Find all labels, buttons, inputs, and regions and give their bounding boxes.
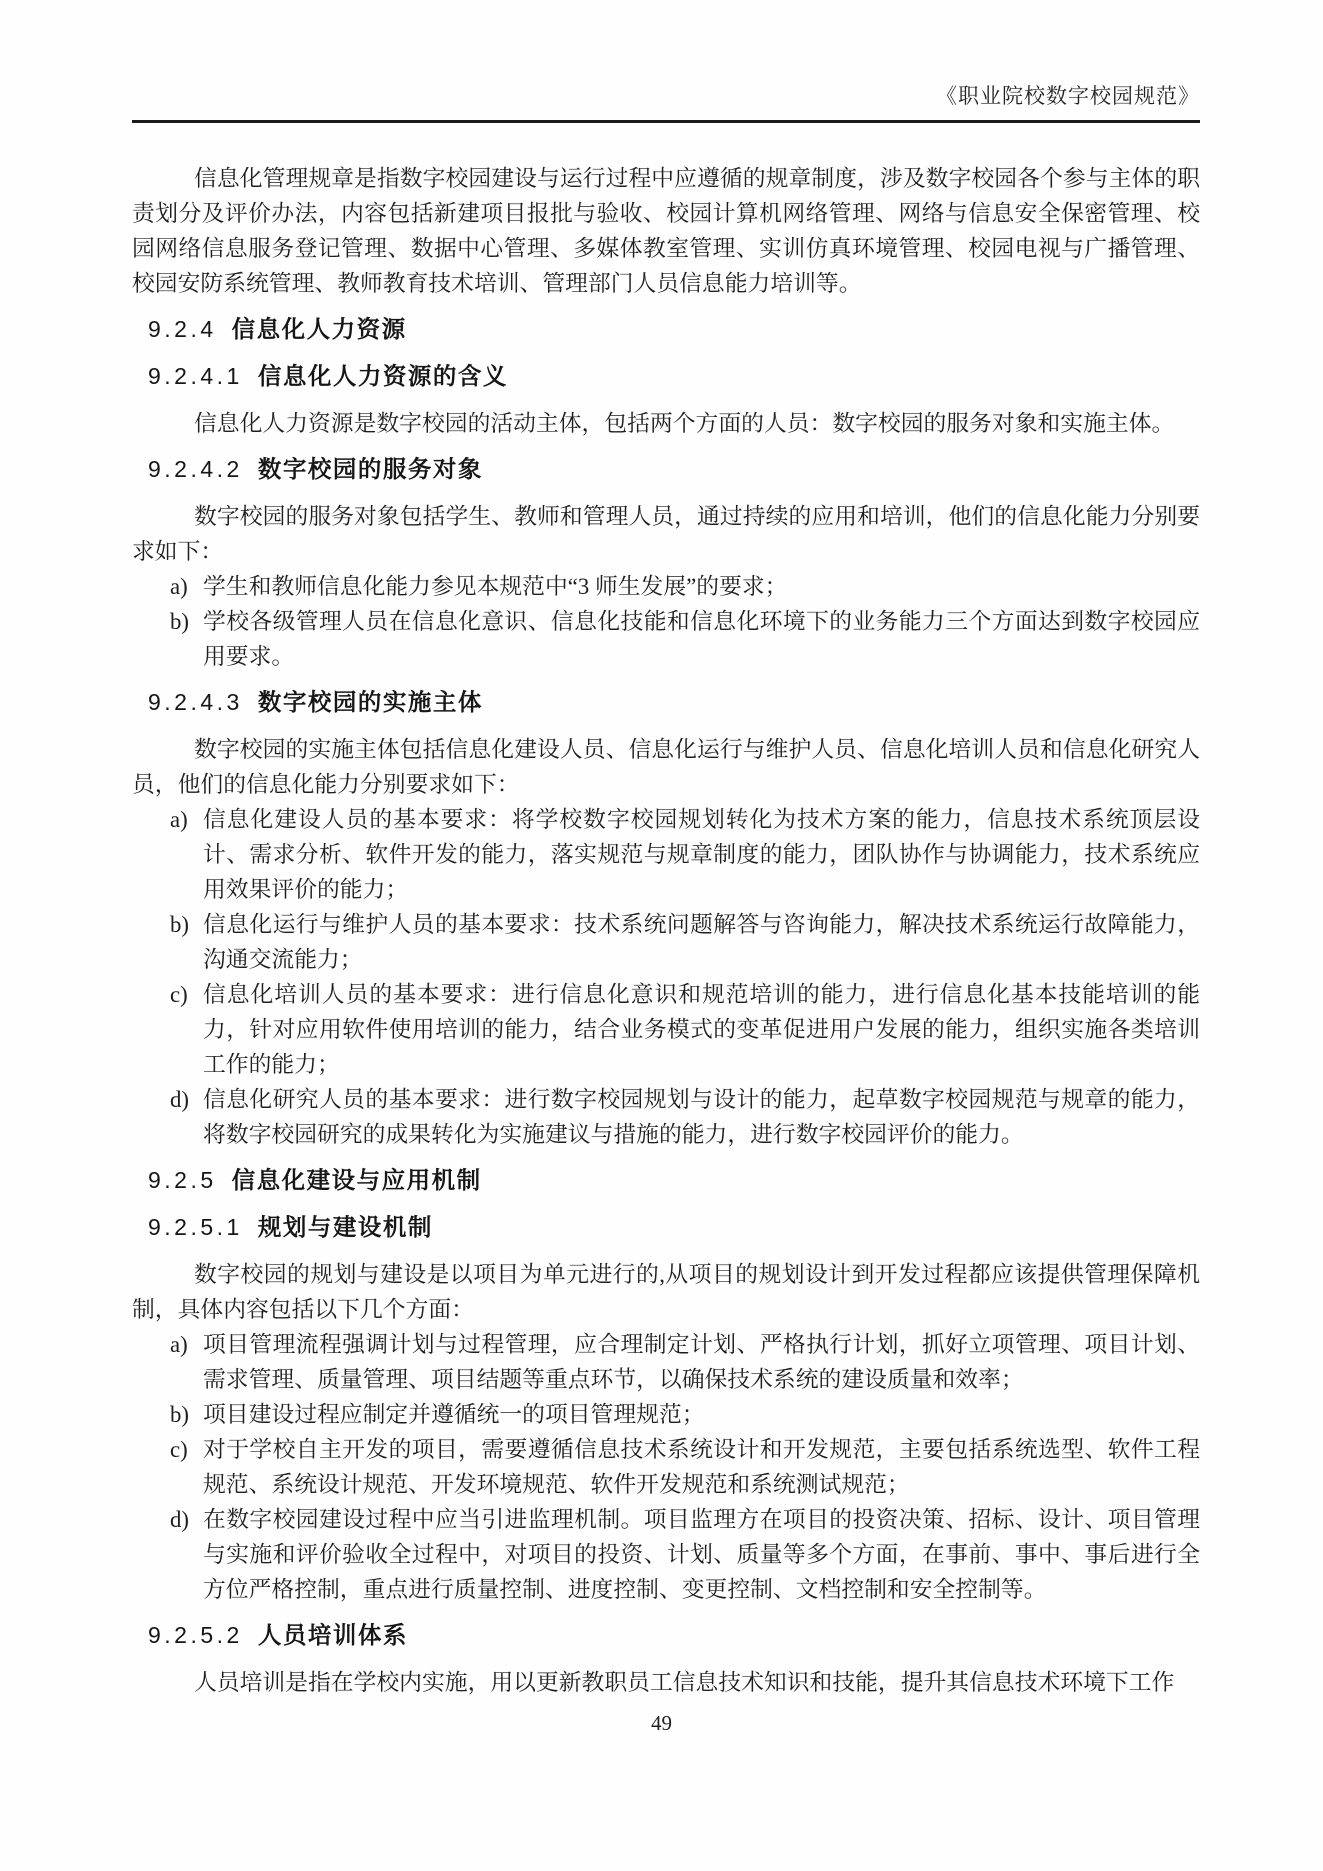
page-footer [0,1711,1323,1736]
header-rule [132,120,1200,123]
heading-title: 信息化人力资源的含义 [257,363,508,389]
paragraph: 信息化管理规章是指数字校园建设与运行过程中应遵循的规章制度，涉及数字校园各个参与主体的职责划分及评价办法，内容包括新建项目报批与验收、校园计算机网络管理、网络与信息安全保密管理、校园网络信息服务登记管理、数据中心管理、多媒体教室管理、实训仿真环境管理、校园电视与广播管理、校园安防系统管理、教师教育技术培训、管理部门人员信息能力培训等。 [132,166,1200,296]
list-item-text: 对于学校自主开发的项目，需要遵循信息技术系统设计和开发规范，主要包括系统选型、软件工程规范、系统设计规范、开发环境规范、软件开发规范和系统测试规范； [203,1437,1200,1497]
section-heading [148,1163,1200,1198]
paragraph: 数字校园的规划与建设是以项目为单元进行的,从项目的规划设计到开发过程都应该提供管理保障机制，具体内容包括以下几个方面： [132,1262,1200,1322]
heading-number: 9.2.4 [148,316,217,342]
paragraph: 数字校园的实施主体包括信息化建设人员、信息化运行与维护人员、信息化培训人员和信息化研究人员，他们的信息化能力分别要求如下： [132,737,1200,797]
heading-title: 信息化建设与应用机制 [231,1167,482,1193]
list-item-text: 信息化运行与维护人员的基本要求：技术系统问题解答与咨询能力，解决技术系统运行故障能力，沟通交流能力； [203,912,1200,972]
heading-number: 9.2.4.3 [148,689,243,715]
list-item [132,604,1200,674]
list-item-text: 信息化建设人员的基本要求：将学校数字校园规划转化为技术方案的能力，信息技术系统顶层设计、需求分析、软件开发的能力，落实规范与规章制度的能力，团队协作与协调能力，技术系统应用效果评价的能力； [203,807,1200,902]
list-item [132,1502,1200,1607]
list-item-marker: b) [170,1402,189,1427]
list-item [132,907,1200,977]
list-item [132,1327,1200,1397]
section-heading [148,1210,1200,1245]
list-item-marker: a) [170,1332,188,1357]
section-heading [148,452,1200,487]
heading-title: 数字校园的服务对象 [257,456,483,482]
heading-number: 9.2.4.2 [148,456,243,482]
list-item-marker: b) [170,912,189,937]
page-number: 49 [651,1711,672,1735]
list-item-text: 信息化研究人员的基本要求：进行数字校园规划与设计的能力，起草数字校园规范与规章的能力，将数字校园研究的成果转化为实施建议与措施的能力，进行数字校园评价的能力。 [203,1087,1200,1147]
list-item-marker: b) [170,609,189,634]
section-heading [148,359,1200,394]
heading-title: 规划与建设机制 [257,1214,433,1240]
heading-number: 9.2.5 [148,1167,217,1193]
section-heading [148,312,1200,347]
heading-number: 9.2.5.1 [148,1214,243,1240]
list-item-marker: d) [170,1507,189,1532]
page-header [132,0,1200,108]
list-item-text: 信息化培训人员的基本要求：进行信息化意识和规范培训的能力，进行信息化基本技能培训的能力，针对应用软件使用培训的能力，结合业务模式的变革促进用户发展的能力，组织实施各类培训工作的能力； [203,982,1200,1077]
list [132,1327,1200,1607]
document-content [132,161,1200,1700]
list-item [132,1397,1200,1432]
paragraph: 数字校园的服务对象包括学生、教师和管理人员，通过持续的应用和培训，他们的信息化能力分别要求如下： [132,504,1200,564]
list-item-text: 项目管理流程强调计划与过程管理，应合理制定计划、严格执行计划，抓好立项管理、项目计划、需求管理、质量管理、项目结题等重点环节，以确保技术系统的建设质量和效率； [203,1332,1200,1392]
paragraph: 人员培训是指在学校内实施，用以更新教职员工信息技术知识和技能，提升其信息技术环境下工作 [194,1670,1175,1695]
list-item-text: 项目建设过程应制定并遵循统一的项目管理规范； [203,1402,705,1427]
heading-title: 信息化人力资源 [231,316,407,342]
section-heading [148,1618,1200,1653]
list [132,802,1200,1152]
list-item-text: 在数字校园建设过程中应当引进监理机制。项目监理方在项目的投资决策、招标、设计、项目管理与实施和评价验收全过程中，对项目的投资、计划、质量等多个方面，在事前、事中、事后进行全方位严格控制，重点进行质量控制、进度控制、变更控制、文档控制和安全控制等。 [203,1507,1200,1602]
heading-number: 9.2.5.2 [148,1622,243,1648]
list-item-marker: c) [170,982,188,1007]
list-item [132,977,1200,1082]
list [132,569,1200,674]
list-item-text: 学校各级管理人员在信息化意识、信息化技能和信息化环境下的业务能力三个方面达到数字校园应用要求。 [203,609,1200,669]
list-item-marker: a) [170,574,188,599]
list-item-text: 学生和教师信息化能力参见本规范中“3 师生发展”的要求； [203,574,788,599]
list-item-marker: c) [170,1437,188,1462]
list-item-marker: a) [170,807,188,832]
list-item [132,1432,1200,1502]
section-heading [148,685,1200,720]
list-item-marker: d) [170,1087,189,1112]
list-item [132,802,1200,907]
list-item [132,1082,1200,1152]
heading-title: 人员培训体系 [257,1622,408,1648]
paragraph: 信息化人力资源是数字校园的活动主体，包括两个方面的人员：数字校园的服务对象和实施主体。 [194,411,1175,436]
header-title: 《职业院校数字校园规范》 [936,84,1200,108]
heading-title: 数字校园的实施主体 [257,689,483,715]
list-item [132,569,1200,604]
heading-number: 9.2.4.1 [148,363,243,389]
